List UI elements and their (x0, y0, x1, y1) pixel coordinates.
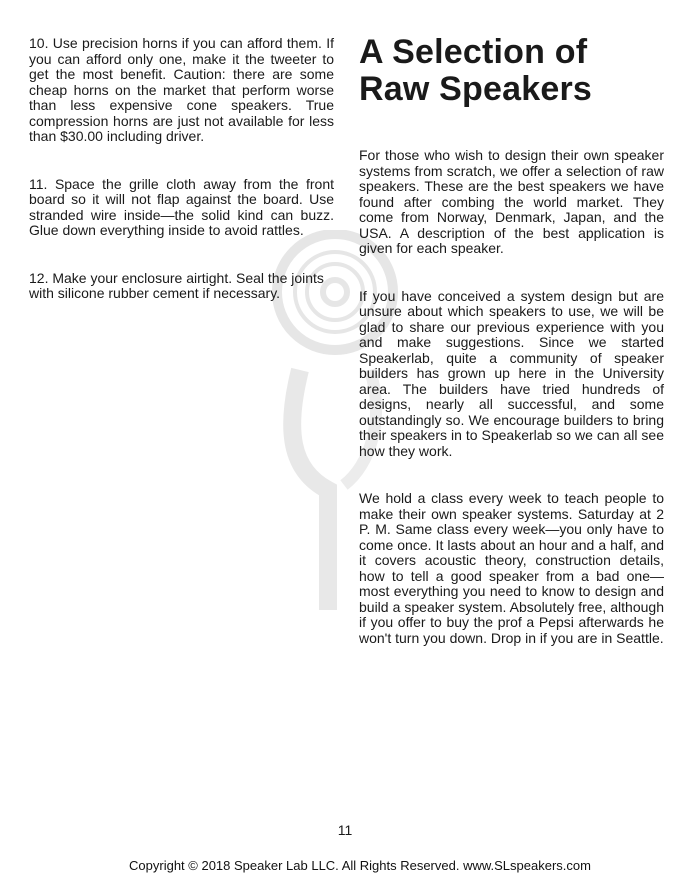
copyright-notice: Copyright © 2018 Speaker Lab LLC. All Rights Reserved. www.SLspeakers.com (129, 858, 591, 873)
tip-paragraph-11: 11. Space the grille cloth away from the front board so it will not flap against the board. Use stranded wire inside—the solid kind can buzz. Glue down everything inside to avoid rattles. (29, 175, 334, 238)
section-headline: A Selection of Raw Speakers (359, 33, 592, 108)
intro-paragraph: For those who wish to design their own speaker systems from scratch, we offer a selection of raw speakers. These are the best speakers we have found after combing the world market. They come from Norway, Denmark, Japan, and the USA. A description of the best application is given for each speaker. (359, 147, 664, 256)
class-paragraph: We hold a class every week to teach people to make their own speaker systems. Saturday at 2 P. M. Same class every week—you only have to come once. It lasts about an hour and a half, and it covers acoustic theory, construction details, how to tell a good speaker from a bad one—most everything you need to know to design and build a speaker system. Absolutely free, although if you offer to buy the prof a Pepsi afterwards he won't turn you down. Drop in if you are in Seattle. (359, 490, 664, 646)
right-column (359, 34, 664, 678)
page-number: 11 (337, 822, 353, 838)
advice-paragraph: If you have conceived a system design but are unsure about which speakers to use, we will be glad to share our previous experience with you and make suggestions. Since we started Speakerlab, quite a community of speaker builders has grown up here in the University area. The builders have tried hundreds of designs, nearly all successful, and some outstandingly so. We encourage builders to bring their speakers in to Speakerlab so we can all see how they work. (359, 287, 664, 459)
tip-paragraph-10: 10. Use precision horns if you can afford them. If you can afford only one, make it the tweeter to get the most benefit. Caution: there are some cheap horns on the market that perform worse than less expensive cone speakers. True compression horns are just not available for less than $30.00 including driver. (29, 35, 334, 144)
left-column (29, 36, 334, 334)
tip-paragraph-12: 12. Make your enclosure airtight. Seal the joints with silicone rubber cement if necessary. (29, 269, 324, 301)
